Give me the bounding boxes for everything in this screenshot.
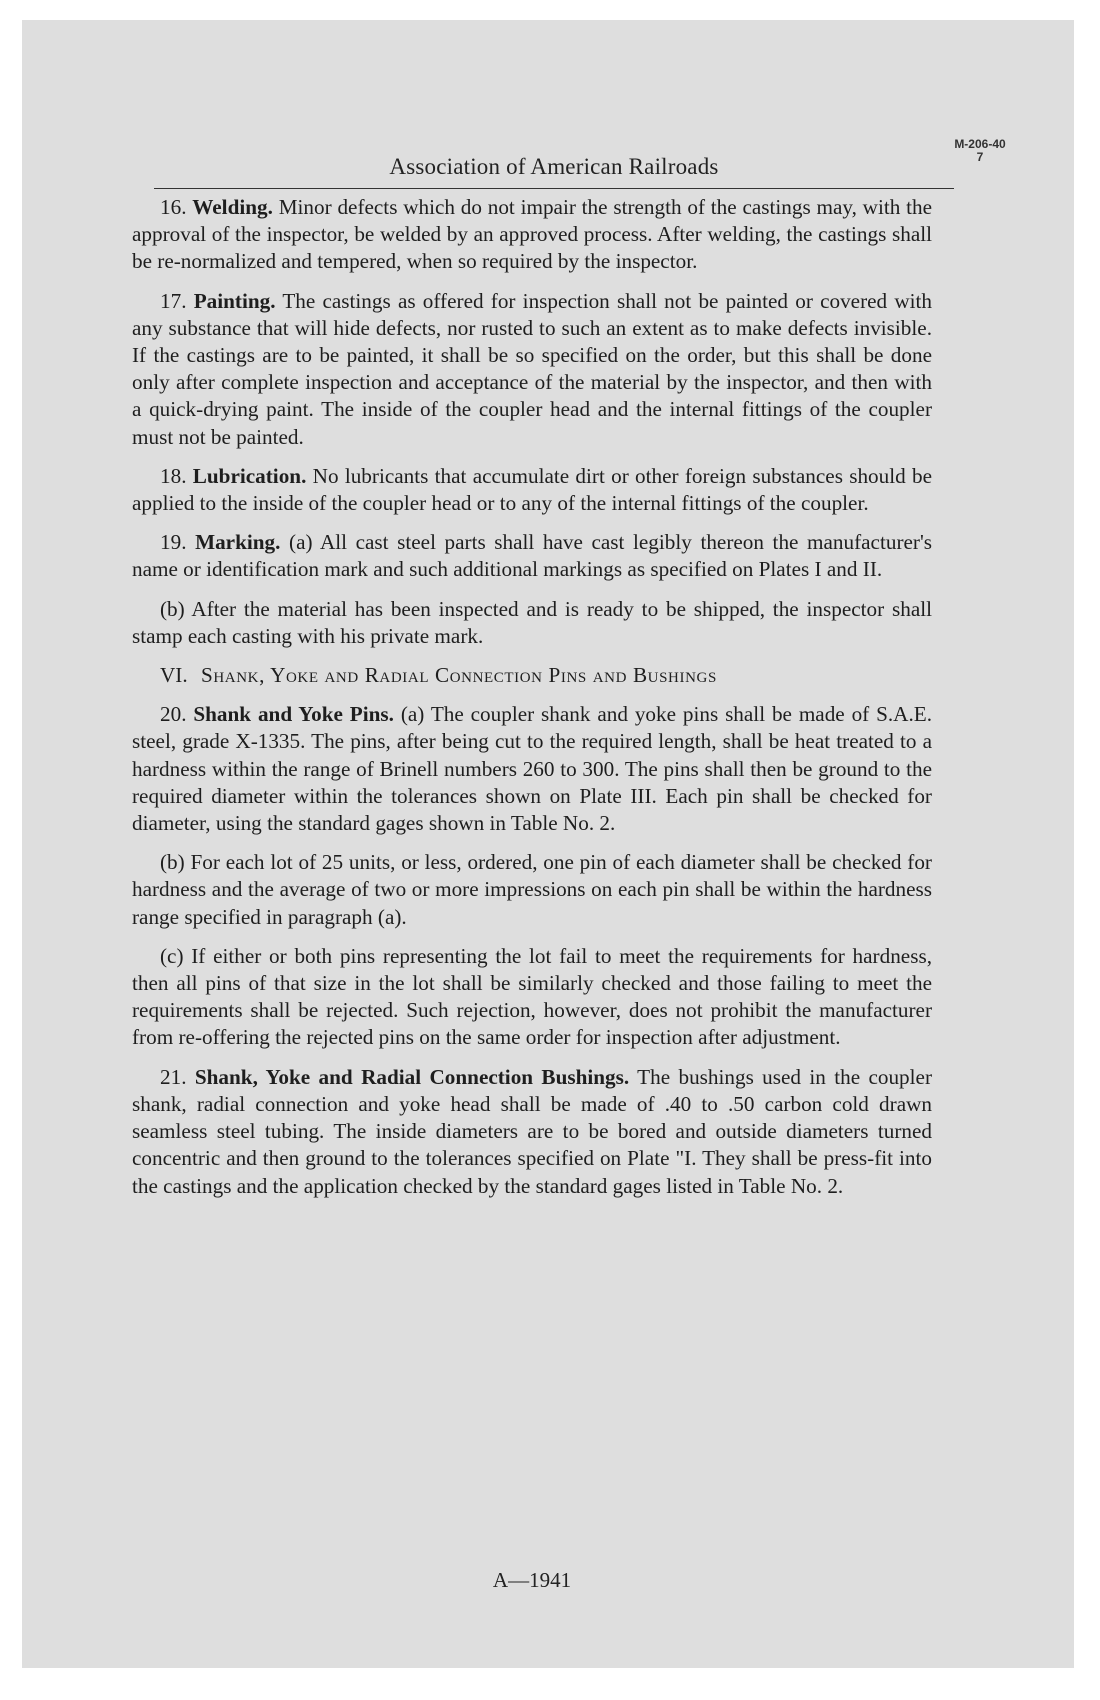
- section-number: VI.: [160, 663, 188, 688]
- paragraph-text: (b) After the material has been inspected and is ready to be shipped, the inspector shall stamp each casting with his private mark.: [132, 596, 932, 648]
- paragraph-heading: Shank and Yoke Pins.: [193, 702, 394, 727]
- header-title: Association of American Railroads: [389, 154, 719, 179]
- paragraph-number: 18.: [160, 463, 187, 488]
- document-code: [940, 138, 1020, 164]
- page-footer: A—1941: [492, 1568, 572, 1592]
- paragraph-marking: [132, 529, 932, 583]
- section-title: Shank, Yoke and Radial Connection Pins and Bushings: [200, 663, 717, 688]
- paragraph-number: 16.: [160, 195, 187, 219]
- running-header: [154, 138, 954, 178]
- paragraph-text: Minor defects which do not impair the strength of the castings may, with the approval of the inspector, be welded by an approved process. After welding, the castings shall be re-normalized and tempered, when so required by the inspector.: [132, 195, 933, 274]
- paragraph-number: 21.: [160, 1064, 187, 1089]
- header-rule: [154, 188, 954, 189]
- paragraph-text: (a) The coupler shank and yoke pins shall be made of S.A.E. steel, grade X-1335. The pins, after being cut to the required length, shall be heat treated to a hardness within the range of Brinell numbers 260 to 300. The pins shall then be ground to the required diameter within the tolerances shown on Plate III. Each pin shall be checked for diameter, using the standard gages shown in Table No. 2.: [132, 702, 933, 836]
- paragraph-painting: [132, 288, 932, 451]
- paragraph-shank-yoke-pins: [132, 701, 932, 837]
- paragraph-number: 19.: [160, 530, 187, 555]
- paragraph-heading: Painting.: [193, 288, 276, 313]
- paragraph-welding: [132, 194, 932, 276]
- paragraph-text: The bushings used in the coupler shank, radial connection and yoke head shall be made of .40 to .50 carbon cold drawn seamless steel tubing. The inside diameters are to be bored and outside diameters turned concentric and then ground to the tolerances specified on Plate "I. They shall be press-fit into the castings and the application checked by the standard gages listed in Table No. 2.: [132, 1064, 933, 1198]
- paragraph-pins-c: [132, 943, 932, 1052]
- paragraph-heading: Lubrication.: [192, 463, 307, 488]
- paragraph-bushings: [132, 1064, 932, 1200]
- paragraph-text: No lubricants that accumulate dirt or other foreign substances should be applied to the inside of the coupler head or to any of the internal fittings of the coupler.: [132, 463, 933, 516]
- paragraph-number: 20.: [160, 702, 187, 727]
- paragraph-heading: Marking.: [195, 530, 281, 555]
- paragraph-lubrication: [132, 463, 932, 517]
- paragraph-text: (c) If either or both pins representing the lot fail to meet the requirements for hardness, then all pins of that size in the lot shall be similarly checked and those failing to meet the requirements shall be rejected. Such rejection, however, does not prohibit the manufacturer from re-offering the rejected pins on the same order for inspection after adjustment.: [132, 943, 932, 1050]
- paragraph-pins-b: [132, 849, 932, 931]
- document-number: M-206-40: [954, 137, 1006, 151]
- paragraph-heading: Welding.: [192, 195, 273, 219]
- paragraph-number: 17.: [160, 288, 187, 313]
- page-body: [132, 194, 932, 1212]
- section-heading: [132, 662, 932, 689]
- paragraph-heading: Shank, Yoke and Radial Connection Bushings.: [194, 1064, 630, 1089]
- page-number: 7: [976, 150, 984, 164]
- paragraph-marking-b: [132, 596, 932, 650]
- paragraph-text: The castings as offered for inspection shall not be painted or covered with any substance that will hide defects, nor rusted to such an extent as to make defects invisible. If the castings are to be painted, it shall be so specified on the order, but this shall be done only after complete inspection and acceptance of the material by the inspector, and then with a quick-drying paint. The inside of the coupler head and the internal fittings of the coupler must not be painted.: [132, 288, 932, 449]
- paragraph-text: (b) For each lot of 25 units, or less, ordered, one pin of each diameter shall be checked for hardness and the average of two or more impressions on each pin shall be within the hardness range specified in paragraph (a).: [132, 850, 932, 929]
- paragraph-text: (a) All cast steel parts shall have cast legibly thereon the manufacturer's name or identification mark and such additional markings as specified on Plates I and II.: [132, 530, 933, 582]
